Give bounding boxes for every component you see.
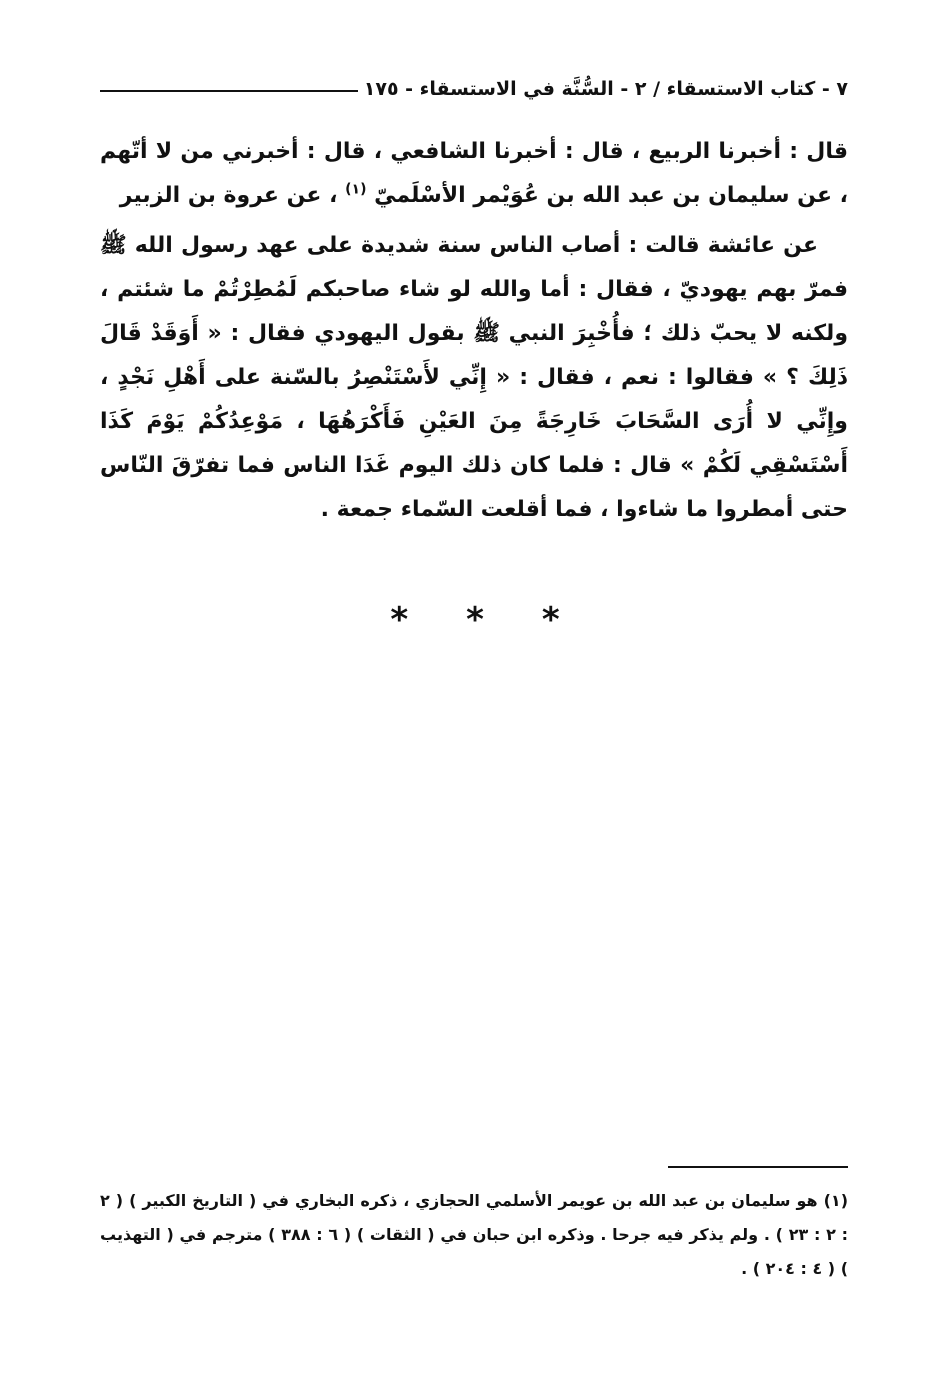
footnote-1: (١) هو سليمان بن عبد الله بن عويمر الأسلمي الحجازي ، ذكره البخاري في ( التاريخ الكبير ) ( ٢ : ٢ : ٢٣ ) . ولم يذكر فيه جرحا . وذكره ابن حبان في ( الثقات ) ( ٦ : ٣٨٨ ) مترجم في ( التهذيب ) ( ٤ : ٢٠٤ ) . — [100, 1191, 848, 1278]
main-text — [100, 130, 848, 532]
separator-star: * — [466, 600, 484, 640]
footnote-reference: (١) — [345, 181, 367, 198]
separator-star: * — [390, 600, 409, 640]
running-header — [100, 74, 848, 104]
footnotes — [100, 1184, 848, 1286]
running-title: ٧ - كتاب الاستسقاء / ٢ - السُّنَّة في الاستسقاء - ١٧٥ — [363, 78, 848, 100]
isnad-text-end: ، عن عروة بن الزبير — [119, 183, 338, 208]
header-rule — [100, 90, 358, 92]
section-separator — [0, 600, 950, 640]
hadith-paragraph: عن عائشة قالت : أصاب الناس سنة شديدة على عهد رسول الله ﷺ فمرّ بهم يهوديّ ، فقال : أما والله لو شاء صاحبكم لَمُطِرْتُمْ ما شئتم ، ولكنه لا يحبّ ذلك ؛ فأُخْبِرَ النبي ﷺ بقول اليهودي فقال : « أَوَقَدْ قَالَ ذَلِكَ ؟ » فقالوا : نعم ، فقال : « إِنِّي لأَسْتَنْصِرُ بالسّنة على أَهْلِ نَجْدٍ ، وإِنِّي لا أُرَى السَّحَابَ خَارِجَةً مِنَ العَيْنِ فَأَكْرَهُهَا ، مَوْعِدُكُمْ يَوْمَ كَذَا أَسْتَسْقِي لَكُمْ » قال : فلما كان ذلك اليوم غَدَا الناس فما تفرّقَ النّاس حتى أمطروا ما شاءوا ، فما أقلعت السّماء جمعة . — [100, 233, 848, 522]
footnote-rule — [668, 1166, 848, 1168]
separator-star: * — [541, 600, 560, 640]
isnad-text: قال : أخبرنا الربيع ، قال : أخبرنا الشافعي ، قال : أخبرني من لا أتّهم ، عن سليمان بن عبد الله بن عُوَيْمر الأسْلَميّ — [100, 139, 848, 208]
isnad-paragraph — [100, 130, 848, 218]
